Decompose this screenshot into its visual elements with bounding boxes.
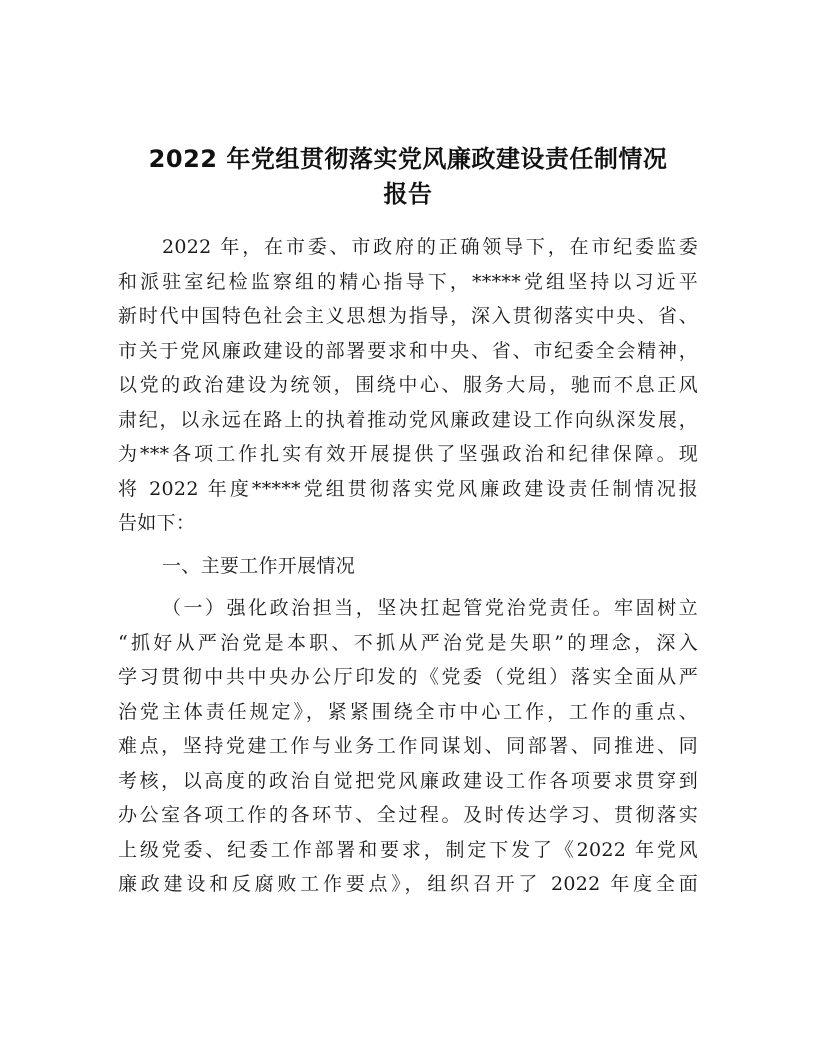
paragraph-2-line: 考核，以高度的政治自觉把党风廉政建设工作各项要求贯穿到 xyxy=(118,769,698,792)
title-line-2: 报告 xyxy=(383,180,433,208)
paragraph-2-line: 治党主体责任规定》，紧紧围绕全市中心工作，工作的重点、 xyxy=(118,700,698,723)
document-title xyxy=(100,142,716,212)
paragraph-2-line: 上级党委、纪委工作部署和要求，制定下发了《2022 年党风 xyxy=(118,838,698,861)
paragraph-1-line: 以党的政治建设为统领，围绕中心、服务大局，驰而不息正风 xyxy=(118,374,698,396)
paragraph-2-line: 廉政建设和反腐败工作要点》，组织召开了 2022 年度全面 xyxy=(118,873,698,895)
paragraph-1-line: 新时代中国特色社会主义思想为指导，深入贯彻落实中央、省、 xyxy=(118,305,698,327)
paragraph-2-line: 学习贯彻中共中央办公厅印发的《党委（党组）落实全面从严 xyxy=(118,666,698,688)
paragraph-1-line: 肃纪，以永远在路上的执着推动党风廉政建设工作向纵深发展， xyxy=(118,408,698,431)
section-heading: 一、主要工作开展情况 xyxy=(162,554,356,577)
paragraph-1-line: 市关于党风廉政建设的部署要求和中央、省、市纪委全会精神， xyxy=(118,339,698,362)
paragraph-2-line: “抓好从严治党是本职、不抓从严治党是失职”的理念，深入 xyxy=(118,631,698,654)
paragraph-2-line: 难点，坚持党建工作与业务工作同谋划、同部署、同推进、同 xyxy=(118,735,698,757)
paragraph-1-line: 和派驻室纪检监察组的精心指导下，*****党组坚持以习近平 xyxy=(118,270,698,293)
paragraph-1-line: 2022 年，在市委、市政府的正确领导下，在市纪委监委 xyxy=(162,236,698,258)
paragraph-2-line: 办公室各项工作的各环节、全过程。及时传达学习、贯彻落实 xyxy=(118,804,698,826)
paragraph-1-line: 为***各项工作扎实有效开展提供了坚强政治和纪律保障。现 xyxy=(118,443,698,465)
paragraph-2-line: （一）强化政治担当，坚决扛起管党治党责任。牢固树立 xyxy=(162,597,698,619)
paragraph-1-line: 将 2022 年度*****党组贯彻落实党风廉政建设责任制情况报 xyxy=(118,477,698,500)
title-line-1: 2022 年党组贯彻落实党风廉政建设责任制情况 xyxy=(148,145,668,173)
paragraph-1-line: 告如下： xyxy=(118,512,196,534)
paragraph-gap xyxy=(118,583,698,591)
paragraph-gap xyxy=(118,541,698,549)
document-body xyxy=(118,230,698,902)
